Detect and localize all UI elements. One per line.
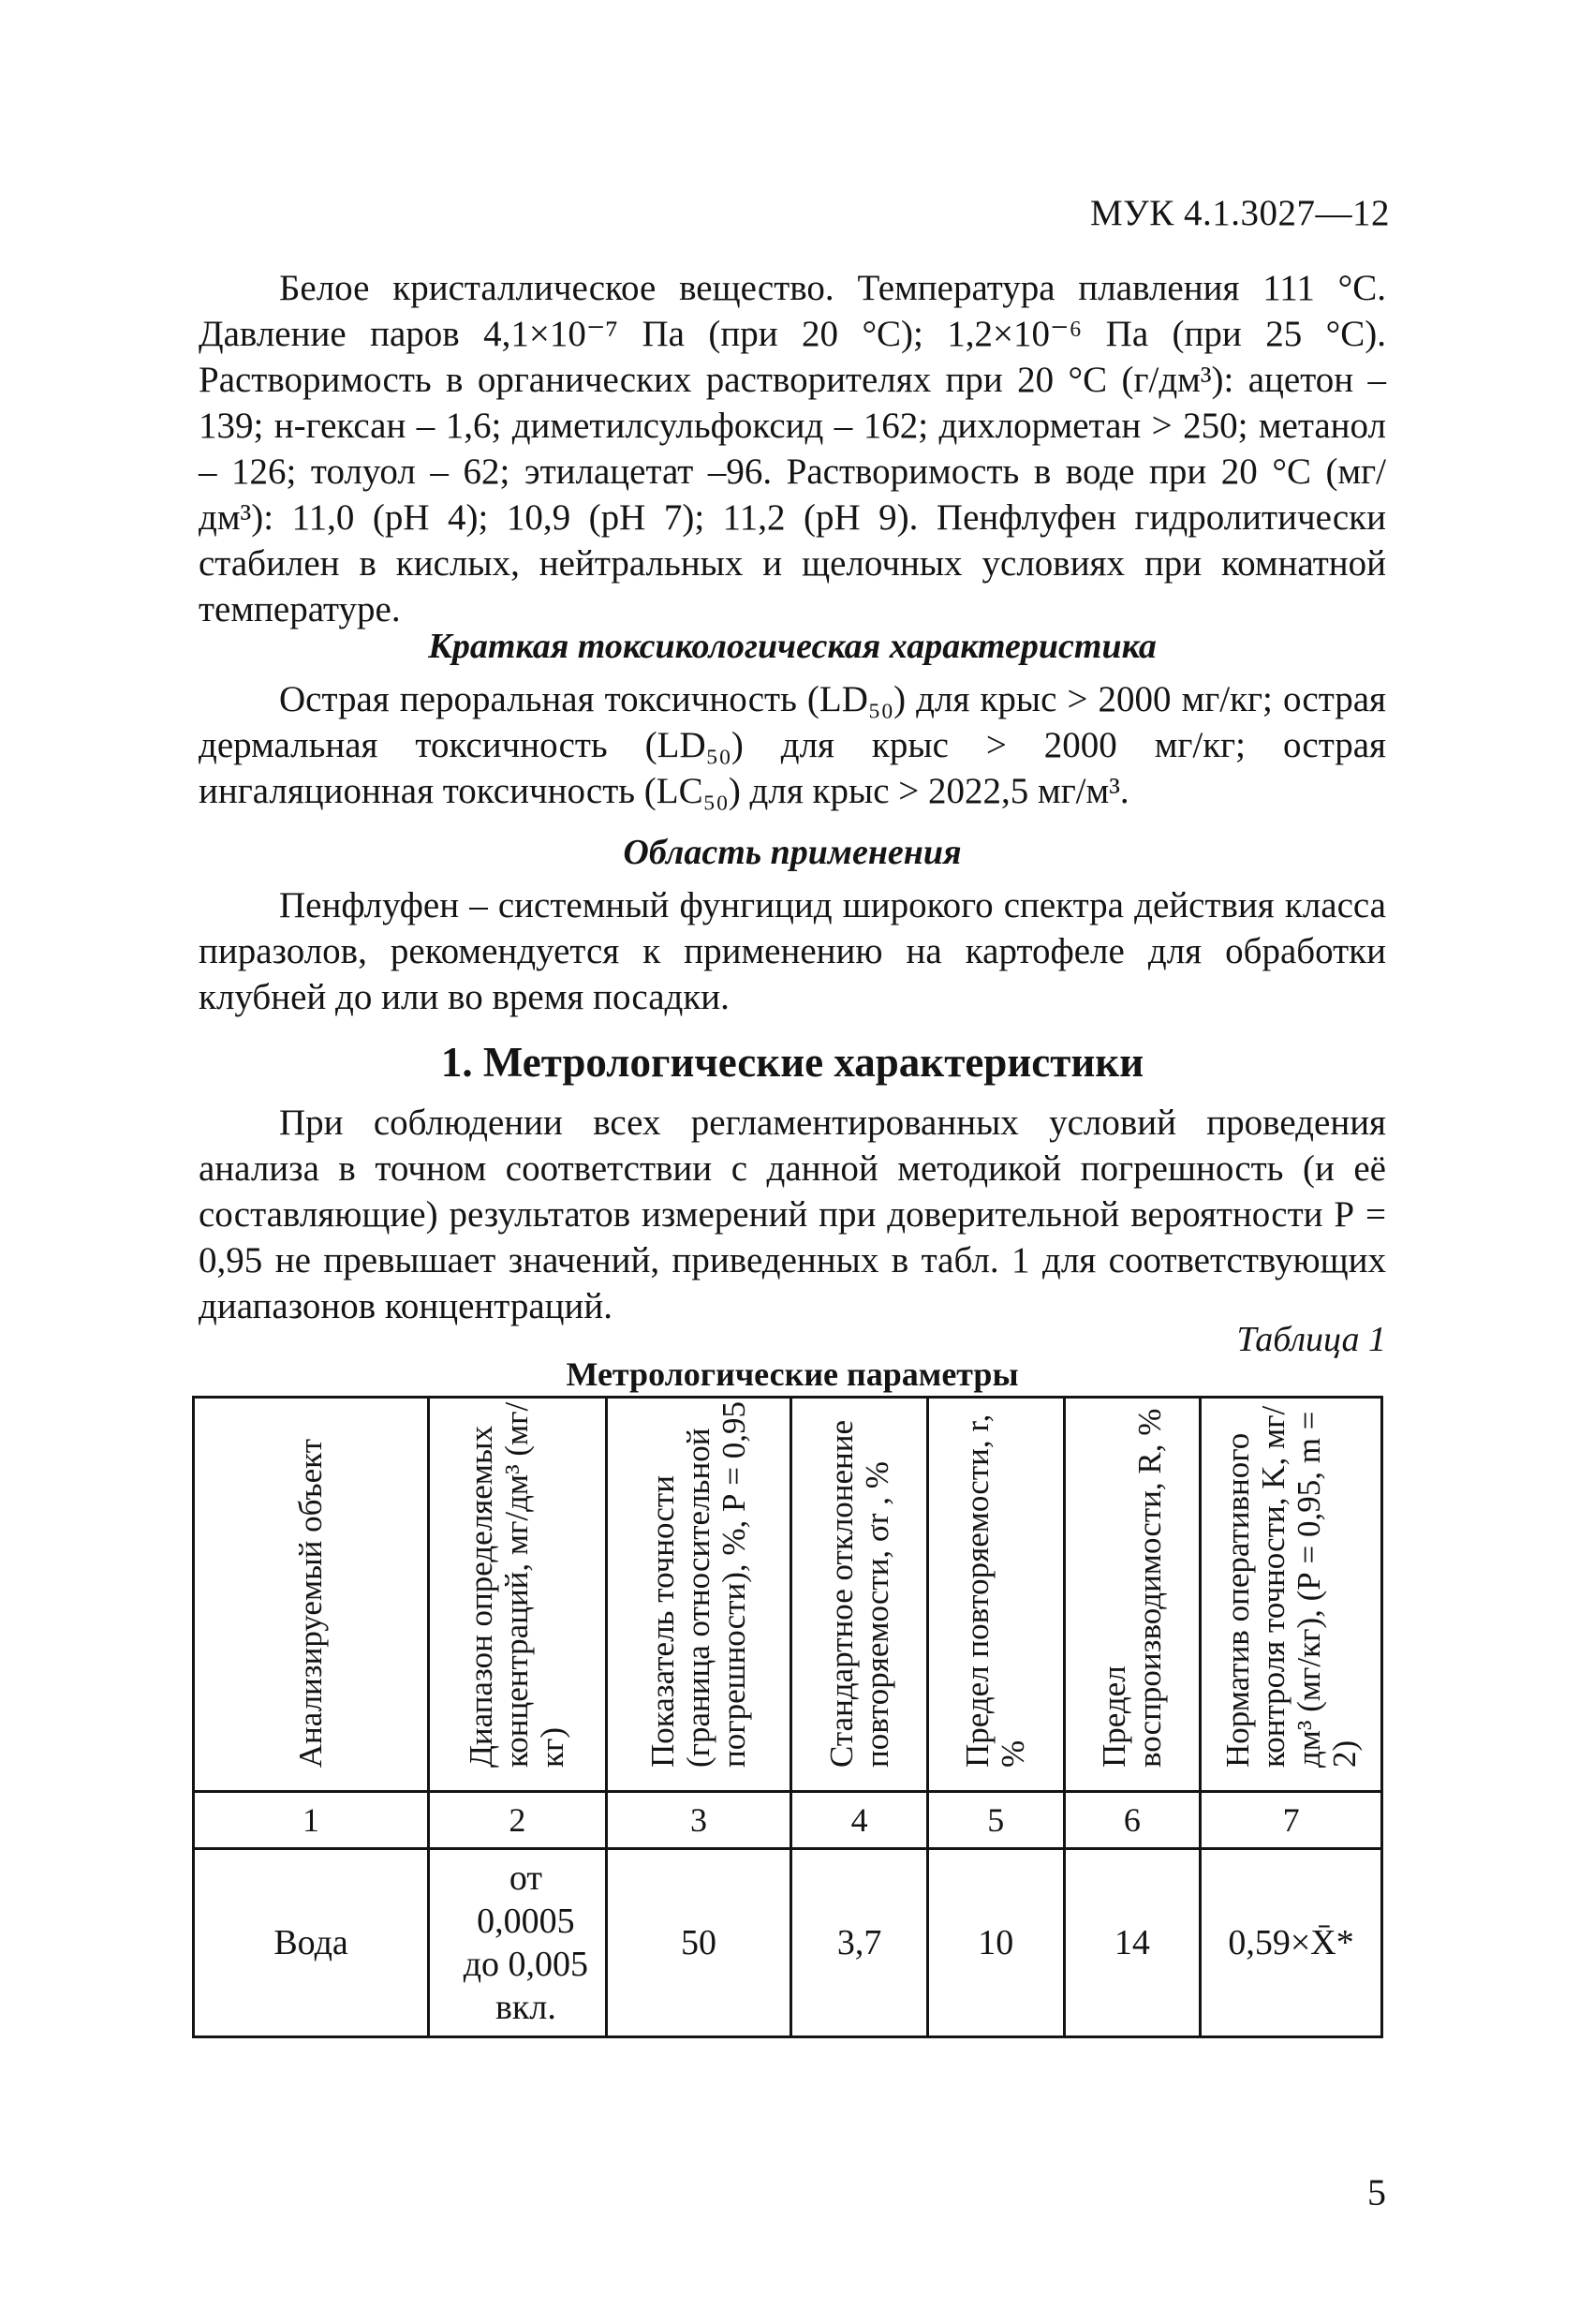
metrology-paragraph: При соблюдении всех регламентированных условий проведения анализа в точном соответствии с данной методикой погрешность (и её составляющие) результатов измерений при доверительной вероятности Р = 0,95 не превышает значений, приведенных в табл. 1 для соответствующих диапазонов концентраций. <box>199 1103 1386 1326</box>
metrology-title: 1. Метрологические характеристики <box>440 1039 1144 1086</box>
repeatability-cell: 10 <box>927 1849 1064 2037</box>
range-incl: вкл. <box>494 1988 556 2027</box>
object-cell: Вода <box>194 1849 429 2037</box>
range-cell <box>429 1849 607 2037</box>
column-number: 3 <box>606 1792 791 1849</box>
header-cell <box>1064 1398 1201 1792</box>
header-cell <box>194 1398 429 1792</box>
intro-paragraph: Белое кристаллическое вещество. Температура плавления 111 °С. Давление паров 4,1×10⁻⁷ Па (при 20 °С); 1,2×10⁻⁶ Па (при 25 °С). Растворимость в органических растворителях при 20 °С (г/дм³): ацетон – 139; н-гексан – 1,6; диметилсульфоксид – 162; дихлорметан > 250; метанол – 126; толуол – 62; этилацетат –96. Растворимость в воде при 20 °С (мг/дм³): 11,0 (рН 4); 10,9 (рН 7); 11,2 (рН 9). Пенфлуфен гидролитически стабилен в кислых, нейтральных и щелочных условиях при комнатной температуре. <box>199 268 1386 629</box>
header-object: Анализируемый объект <box>292 1438 330 1768</box>
column-number: 4 <box>791 1792 928 1849</box>
column-number-row <box>194 1792 1382 1849</box>
column-number: 1 <box>194 1792 429 1849</box>
reproducibility-cell: 14 <box>1064 1849 1201 2037</box>
metrology-table <box>192 1396 1383 2038</box>
header-range: Диапазон определяемых концентраций, мг/дм³ (мг/кг) <box>463 1401 571 1768</box>
column-number: 6 <box>1064 1792 1201 1849</box>
application-title: Область применения <box>623 833 962 872</box>
column-number: 2 <box>429 1792 607 1849</box>
toxicology-title: Краткая токсикологическая характеристика <box>428 627 1157 666</box>
header-repeatability: Предел повторяемости, r, % <box>959 1414 1032 1768</box>
range-low: 0,0005 <box>477 1902 575 1941</box>
table-header-row <box>194 1398 1382 1792</box>
header-cell <box>1201 1398 1382 1792</box>
column-number: 5 <box>927 1792 1064 1849</box>
header-cell <box>791 1398 928 1792</box>
page-number: 5 <box>1367 2171 1386 2213</box>
toxicology-paragraph: Острая пероральная токсичность (LD₅₀) для крыс > 2000 мг/кг; острая дермальная токсичность (LD₅₀) для крыс > 2000 мг/кг; острая ингаляционная токсичность (LC₅₀) для крыс > 2022,5 мг/м³. <box>199 679 1386 811</box>
table-title: Метрологические параметры <box>566 1355 1019 1393</box>
header-std-dev: Стандартное отклонение повторяемости, σr , % <box>822 1419 895 1768</box>
application-paragraph: Пенфлуфен – системный фунгицид широкого спектра действия класса пиразолов, рекомендуется к применению на картофеле для обработки клубней до или во время посадки. <box>199 885 1386 1017</box>
column-number: 7 <box>1201 1792 1382 1849</box>
control-cell: 0,59×X̄* <box>1201 1849 1382 2037</box>
header-cell <box>429 1398 607 1792</box>
range-to: до 0,005 <box>463 1945 589 1984</box>
table-row <box>194 1849 1382 2037</box>
document-code: МУК 4.1.3027—12 <box>1089 193 1390 233</box>
table-label: Таблица 1 <box>1236 1320 1386 1359</box>
header-accuracy: Показатель точности (граница относительной погрешности), %, Р = 0,95 <box>643 1401 752 1768</box>
std-dev-cell: 3,7 <box>791 1849 928 2037</box>
header-control: Норматив оперативного контроля точности, K, мг/дм³ (мг/кг), (Р = 0,95, m = 2) <box>1218 1405 1363 1768</box>
range-from: от <box>509 1858 542 1898</box>
header-cell <box>927 1398 1064 1792</box>
header-cell <box>606 1398 791 1792</box>
accuracy-cell: 50 <box>606 1849 791 2037</box>
header-reproducibility: Предел воспроизводимости, R, % <box>1095 1408 1168 1768</box>
